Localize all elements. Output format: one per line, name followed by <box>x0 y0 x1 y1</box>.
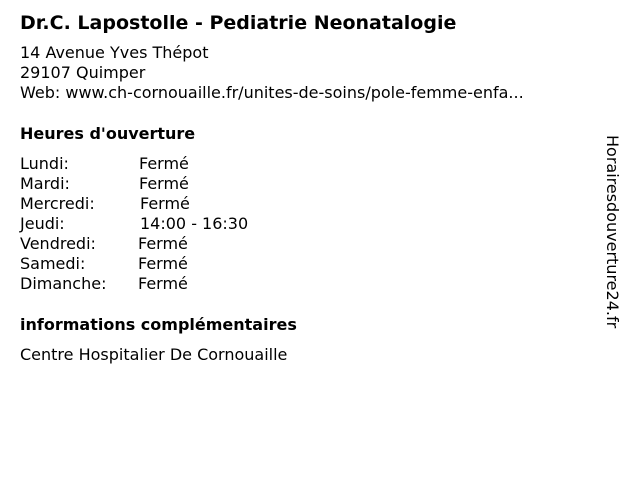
website-link[interactable]: Web: www.ch-cornouaille.fr/unites-de-soins/pole-femme-enfa... <box>20 83 524 102</box>
info-heading: informations complémentaires <box>20 315 297 334</box>
city-postal: 29107 Quimper <box>20 63 146 82</box>
day-hours: Fermé <box>138 234 188 253</box>
day-label: Vendredi: <box>20 234 96 253</box>
day-label: Samedi: <box>20 254 86 273</box>
address-block <box>20 43 524 103</box>
day-label: Dimanche: <box>20 274 107 293</box>
day-hours: 14:00 - 16:30 <box>140 214 249 233</box>
page-title: Dr.C. Lapostolle - Pediatrie Neonatalogie <box>20 12 457 34</box>
street-address: 14 Avenue Yves Thépot <box>20 43 209 62</box>
day-label: Lundi: <box>20 154 69 173</box>
day-hours: Fermé <box>140 194 190 213</box>
day-hours: Fermé <box>139 174 189 193</box>
day-hours: Fermé <box>139 154 189 173</box>
day-label: Mardi: <box>20 174 70 193</box>
day-label: Mercredi: <box>20 194 95 213</box>
info-text: Centre Hospitalier De Cornouaille <box>20 345 288 364</box>
day-label: Jeudi: <box>20 214 65 233</box>
brand-watermark: Horairesdouverture24.fr <box>603 135 622 329</box>
hours-heading: Heures d'ouverture <box>20 124 196 143</box>
day-hours: Fermé <box>138 274 188 293</box>
day-hours: Fermé <box>138 254 188 273</box>
